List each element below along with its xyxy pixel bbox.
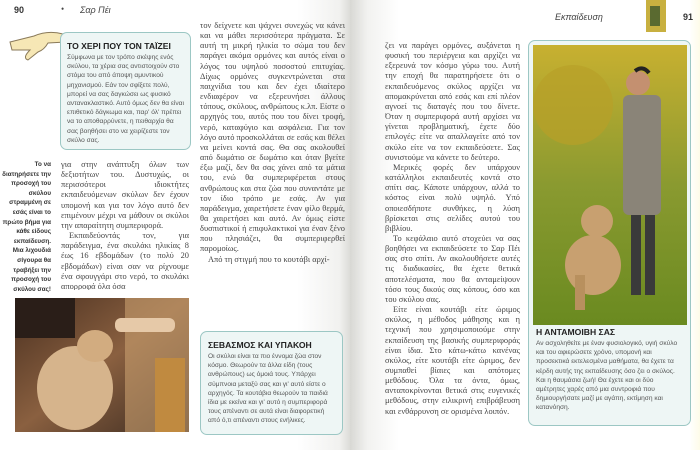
thumbnail-photo [646, 0, 666, 32]
paragraph: Είτε είναι κουτάβι είτε ώριμος σκύλος, η μέθοδος μάθησης και η τεχνική που χρησιμοποιούμε στην εκπαίδευση της βασικής συμπεριφοράς είναι ίδια. Στο κάτω-κάτω κανένας σκύλος, είτε κουτάβι είτε ώριμος, δεν συμπαθεί βίαιες και απότομες μεθόδους. Όλα τα όντα, όμως, ανταποκρίνονται θετικά στις ευγενικές μεθόδους, στην ειλικρινή επιβράβευση και ενθάρρυνση σε ορισμένα λοιπόν. [385, 305, 520, 416]
box-text: Οι σκύλοι είναι τα πιο έννομα ζώα στον κόσμο. Θεωρούν τα άλλα είδη (τους ανθρώπους) ως όμοιά τους. Υπάρχει σύμπνοια μεταξύ σας και γι' αυτό είστε ο αρχηγός. Τα κουτάβια θεωρούν τα παιδιά ίδια με εκείνα και γι' αυτό η συμπεριφορά τους απέναντι σε αυτά είναι διαφορετική από ό,τι απέναντι στους ενήλικες. [208, 353, 328, 425]
box-text: Αν ασχοληθείτε με έναν φυσιολογικό, υγιή σκύλο και του αφιερώσετε χρόνο, υπομονή και προσεκτικά εκτελεσμένα μαθήματα, θα έχετε τα κέρδη αυτής της εκπαίδευσης όσο ζει ο σκύλος. Και η θαυμάσια ζωή! Θα έχετε και οι δύο αμέτρητες χαρές από μια συντροφιά που δημιουργήσατε μαζί με αγάπη, εκτίμηση και κατανόηση. [536, 340, 678, 412]
paragraph: Μερικές φορές δεν υπάρχουν κατάλληλοι εκπαιδευτές κοντά στο σπίτι σας. Κάποτε υπάρχουν, αλλά το κόστος είναι πολύ υψηλό. Υπό οποιεσδήποτε συνθήκες, η λύση βρίσκεται στις σελίδες αυτού του βιβλίου. [385, 162, 520, 233]
tip-box-reward [528, 40, 691, 426]
page-number: 91 [683, 12, 694, 22]
box-title: Η ΑΝΤΑΜΟΙΒΗ ΣΑΣ [536, 327, 616, 337]
text-column-2 [200, 21, 345, 337]
box-title: ΤΟ ΧΕΡΙ ΠΟΥ ΤΟΝ ΤΑΪΖΕΙ [67, 41, 171, 51]
paragraph: ζει να παράγει ορμόνες, αυξάνεται η φυσική του περιέργεια και αρχίζει να εξερευνά τον κόσμο γύρω του. Αυτή την εποχή θα παρατηρήσετε ότι ο εκπαιδευόμενος σκύλος αρχίζει να απομακρύνεται από εσάς και επί πλέον αγνοεί τις διαταγές που του δίνετε. Όταν η συμπεριφορά αυτή αρχίσει να γίνεται προβληματική, έχετε δύο επιλογές: είτε να απαλλαγείτε από τον σκύλο είτε να τον εκπαιδεύσετε. Σας συνιστούμε να κάνετε το δεύτερο. [385, 41, 520, 162]
page-number: 90 [14, 5, 25, 15]
tip-box-hand [60, 32, 191, 150]
paragraph: Το κεφάλαιο αυτό στοχεύει να σας βοηθήσει να εκπαιδεύσετε το Σαρ Πέι σας στο σπίτι. Αν ακολουθήσετε αυτές τις διαδικασίες, θα έχετε θετικά αποτελέσματα, που θα ανταμείψουν τόσο τους δικούς σας κόπους, όσο και του σκύλου σας. [385, 233, 520, 304]
box-title: ΣΕΒΑΣΜΟΣ ΚΑΙ ΥΠΑΚΟΗ [208, 340, 312, 350]
photo-dog-treat [15, 298, 189, 432]
right-page [350, 0, 700, 450]
tip-box-respect [200, 331, 343, 435]
box-text: Σύμφωνα με τον τρόπο σκέψης ενός σκύλου, τα χέρια σας αντιστοιχούν στο στόμα του από άποψη αμυντικού μηχανισμού. Εάν τον σφίξετε πολύ, μπορεί να σας δαγκώσει ως φυσικό αντανακλαστικό. Αυτό όμως δεν θα είναι επιθετικό δάγκωμα και, παρ' όλ' πρέπει να το αποθαρρύνετε, η πειθαρχία θα σας βοηθήσει στο να χειρίζεστε τον σκύλο σας. [67, 54, 184, 144]
running-head: Εκπαίδευση [555, 12, 603, 22]
text-column-1 [61, 160, 189, 290]
paragraph: Από τη στιγμή που το κουτάβι αρχί- [208, 254, 330, 264]
running-head: Σαρ Πέι [80, 5, 111, 15]
paragraph: για στην ανάπτυξη όλων των δεξιοτήτων του. Δυστυχώς, οι περισσότεροι ιδιοκτήτες εκπαιδευόμενων σκύλων δεν έχουν υπομονή και για τον λόγο αυτό δεν επιμένουν μέχρι να μάθουν οι σκύλοι την απαραίτητη συμπεριφορά. [61, 160, 189, 230]
photo-man-with-dog [533, 45, 687, 325]
photo-caption: Το να διατηρήσετε την προσοχή του σκύλου στραμμένη σε εσάς είναι το πρώτο βήμα για κάθε είδους εκπαίδευση. Μια λιχουδιά σίγουρα θα τραβήξει την προσοχή του σκύλου σας! [2, 161, 51, 293]
paragraph: τον δείχνετε και ψάχνει συνεχώς να κάνει και να μάθει περισσότερα πράγματα. Σε αυτή τη μικρή ηλικία το σώμα του δεν παράγει ακόμα ορμόνες και αυτός είναι ο λόγος του υψηλού ποσοστού επιτυχίας. Δίχως ορμόνες συγκεντρώνεται στα παιχνίδια του και δεν έχει ιδιαίτερο ενδιαφέρον να εξερευνήσει άλλους τόπους, σκύλους, ανθρώπους κ.λπ. Είστε ο αρχηγός του, αυτός που του δίνει τροφή, νερό, καταφύγιο και ασφάλεια. Για τον λόγο αυτό προσκολλάται σε εσάς και θέλει να μείνει κοντά σας. Θα σας ακολουθεί από δωμάτιο σε δωμάτιο και όταν βγείτε έξω μαζί, δεν θα σας χάνει από τα μάτια του, ενώ θα συμπεριφέρεται στους ανθρώπους και στα ζώα που συναντάτε με τον ίδιο τρόπο με εσάς. Αν για παράδειγμα, χαιρετήσετε έναν φίλο θερμά, θα χαιρετήσει και αυτό. Αν όμως είστε δυσπιστικοί ή επιφυλακτικοί για έναν ξένο που πλησιάζει, θα συμπεριφερθεί παρομοίως. [200, 21, 345, 254]
paragraph: Εκπαιδεύοντάς τον, για παράδειγμα, ένα σκυλάκι ηλικίας 8 έως 16 εβδομάδων (το πολύ 20 εβδομάδων) είναι σαν να ρίχνουμε ένα σφουγγάρι στο νερό, το σκυλάκι απορροφά όλα όσα [61, 231, 189, 290]
text-column [385, 41, 520, 436]
bullet-separator: • [61, 4, 65, 14]
